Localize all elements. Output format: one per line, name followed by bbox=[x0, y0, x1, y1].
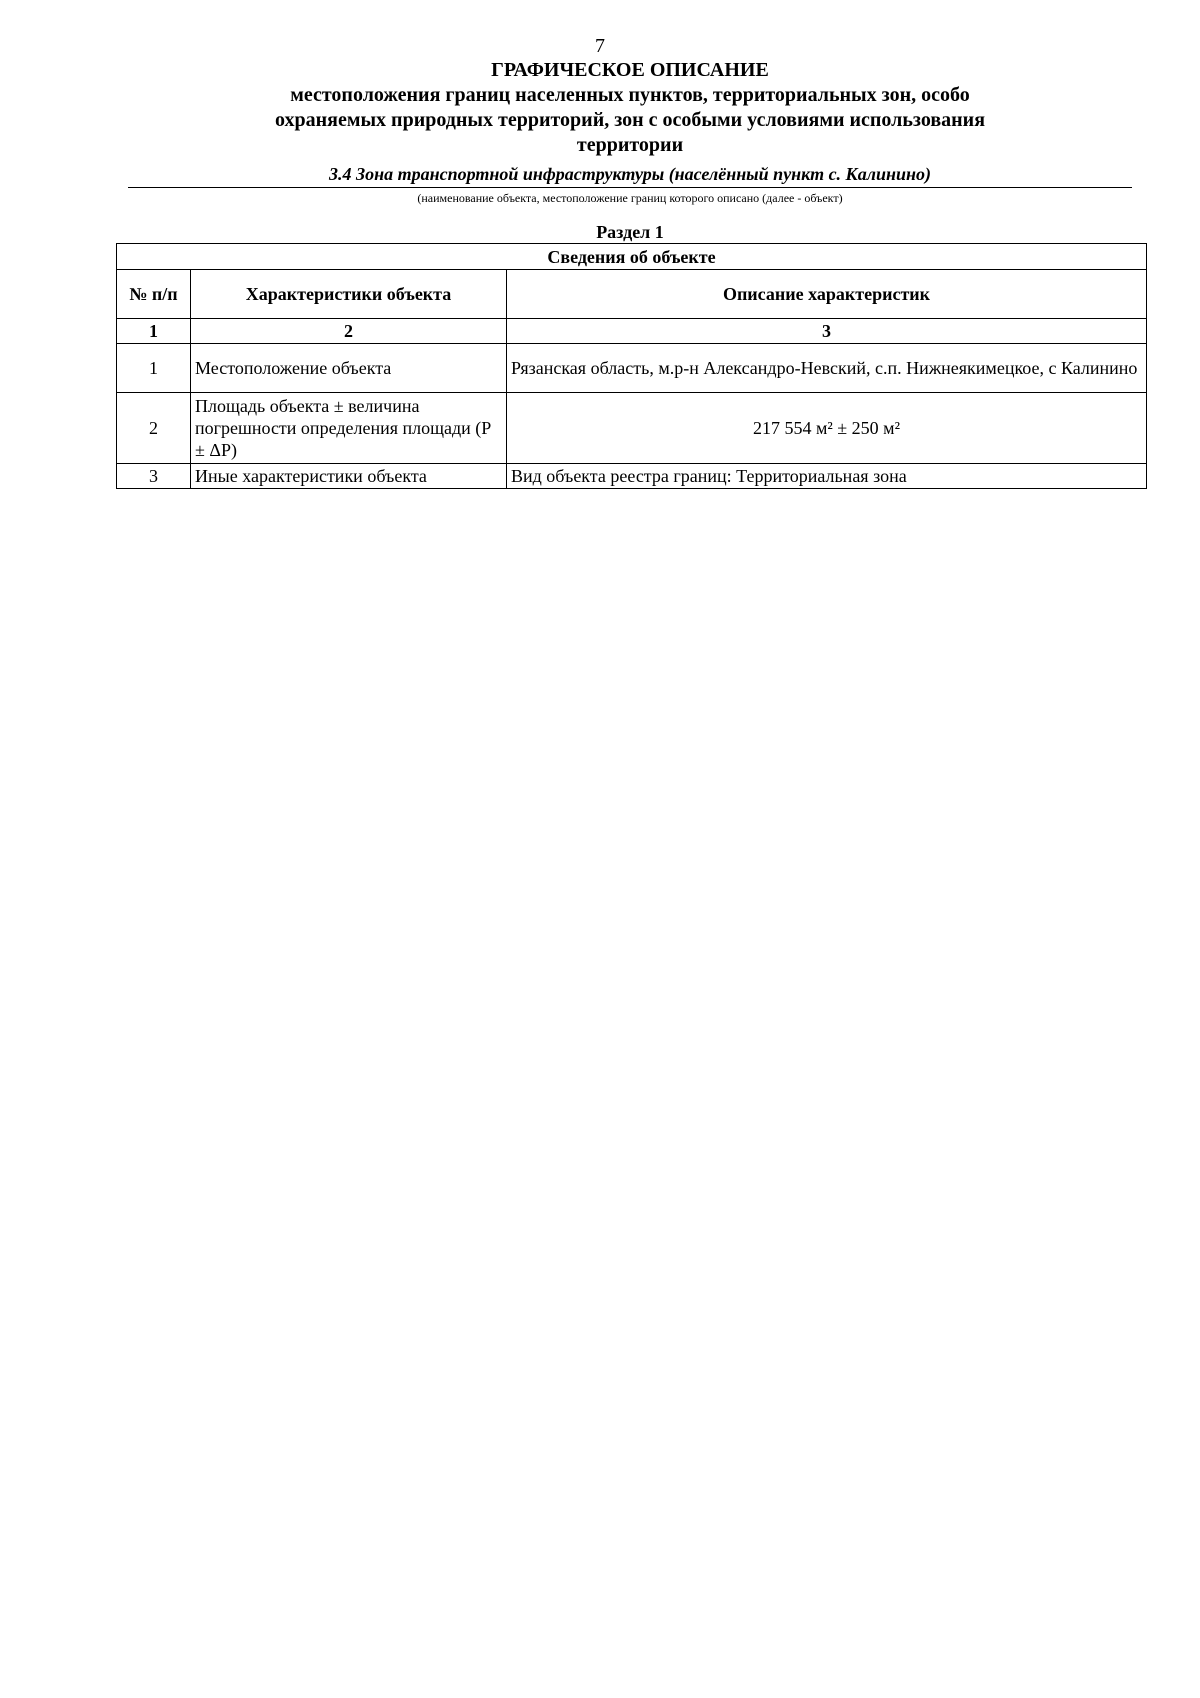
table-row bbox=[117, 393, 1147, 464]
row-characteristic: Площадь объекта ± величина погрешности определения площади (P ± ΔP) bbox=[191, 393, 507, 464]
table-row bbox=[117, 344, 1147, 393]
row-number: 3 bbox=[117, 464, 191, 489]
document-title bbox=[250, 58, 1010, 158]
index-cell: 1 bbox=[117, 319, 191, 344]
table-caption-row bbox=[117, 244, 1147, 270]
row-description: Рязанская область, м.р-н Александро-Невский, с.п. Нижнеякимецкое, с Калинино bbox=[507, 344, 1147, 393]
object-info-table bbox=[116, 243, 1147, 489]
row-description: 217 554 м² ± 250 м² bbox=[507, 393, 1147, 464]
header-characteristic: Характеристики объекта bbox=[191, 270, 507, 319]
table-row bbox=[117, 464, 1147, 489]
object-name: 3.4 Зона транспортной инфраструктуры (населённый пункт с. Калинино) bbox=[328, 164, 932, 184]
row-description: Вид объекта реестра границ: Территориальная зона bbox=[507, 464, 1147, 489]
header-description: Описание характеристик bbox=[507, 270, 1147, 319]
row-characteristic: Иные характеристики объекта bbox=[191, 464, 507, 489]
header-number: № п/п bbox=[117, 270, 191, 319]
index-cell: 2 bbox=[191, 319, 507, 344]
row-characteristic: Местоположение объекта bbox=[191, 344, 507, 393]
object-name-underline bbox=[128, 187, 1132, 188]
title-main: ГРАФИЧЕСКОЕ ОПИСАНИЕ bbox=[491, 59, 769, 81]
row-number: 1 bbox=[117, 344, 191, 393]
table-index-row bbox=[117, 319, 1147, 344]
table-caption: Сведения об объекте bbox=[117, 244, 1147, 270]
object-name-caption: (наименование объекта, местоположение границ которого описано (далее - объект) bbox=[417, 191, 843, 205]
row-number: 2 bbox=[117, 393, 191, 464]
index-cell: 3 bbox=[507, 319, 1147, 344]
title-subtitle: местоположения границ населенных пунктов, территориальных зон, особо охраняемых природных территорий, зон с особыми условиями использования территории bbox=[274, 84, 986, 156]
table-header-row bbox=[117, 270, 1147, 319]
page-number: 7 bbox=[595, 35, 605, 57]
section-title: Раздел 1 bbox=[596, 222, 664, 242]
